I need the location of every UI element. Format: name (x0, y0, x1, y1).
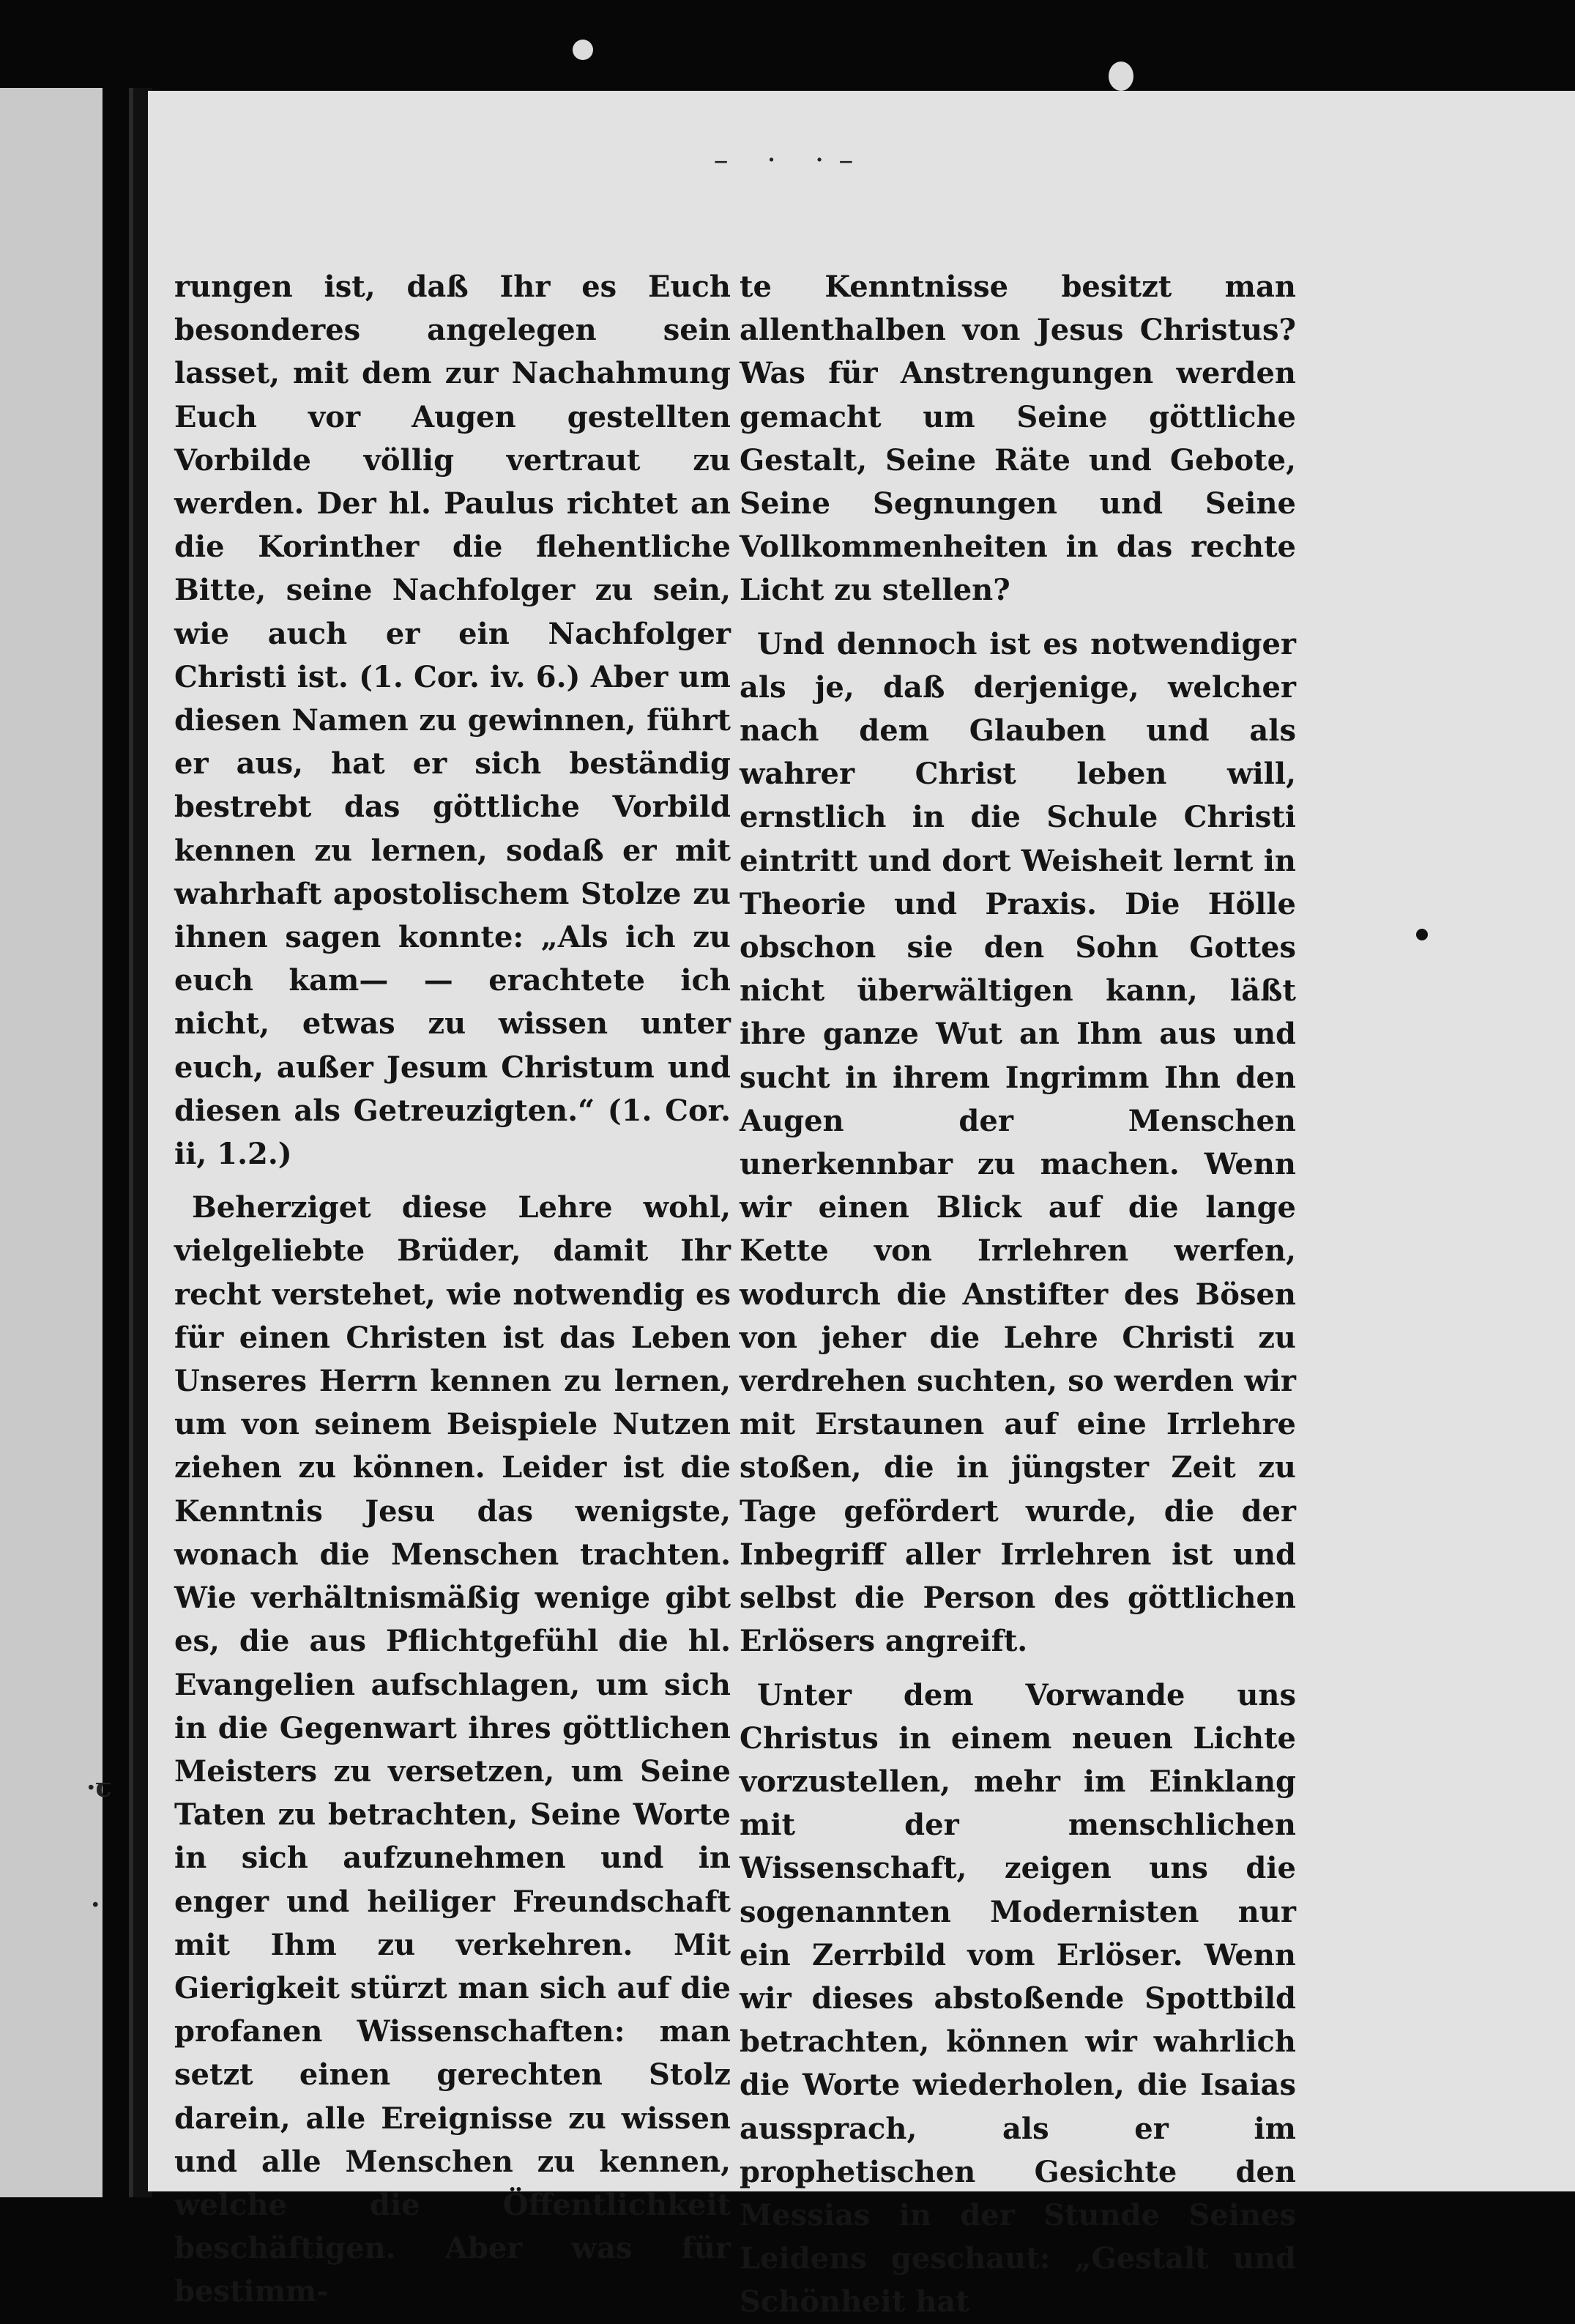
right-text-column (740, 265, 1296, 2324)
left-text-column (174, 265, 731, 2314)
paragraph: Unter dem Vorwande uns Christus in einem neuen Lichte vorzustellen, mehr im Einklang mit der menschlichen Wissenschaft, zeigen uns die sogenannten Modernisten nur ein Zerrbild vom Erlöser. Wenn wir dieses abstoßende Spottbild betrachten, können wir wahrlich die Worte wiederholen, die Isaias aussprach, als er im prophetischen Gesichte den Messias in der Stunde Seines Leidens geschaut: „Gestalt und Schönheit hat (740, 1677, 1296, 2320)
adjacent-page-edge (0, 88, 103, 2197)
margin-mark: · (91, 1890, 100, 1920)
paragraph: Und dennoch ist es notwendiger als je, daß derjenige, welcher nach dem Glauben und als wahrer Christ leben will, ernstlich in die Schule Christi eintritt und dort Weisheit lernt in Theorie und Praxis. Die Hölle obschon sie den Sohn Gottes nicht überwältigen kann, läßt ihre ganze Wut an Ihm aus und sucht in ihrem Ingrimm Ihn den Augen der Menschen unerkennbar zu machen. Wenn wir einen Blick auf die lange Kette von Irrlehren werfen, wodurch die Anstifter des Bösen von jeher die Lehre Christi zu verdrehen suchten, so werden wir mit Erstaunen auf eine Irrlehre stoßen, die in jüngster Zeit zu Tage gefördert wurde, die der Inbegriff aller Irrlehren ist und selbst die Person des göttlichen Erlösers angreift. (740, 626, 1296, 1659)
margin-mark: ·ꞇ (86, 1772, 112, 1803)
paragraph: te Kenntnisse besitzt man allenthalben von Jesus Christus? Was für Anstrengungen werden gemacht um Seine göttliche Gestalt, Seine Räte und Gebote, Seine Segnungen und Seine Vollkommenheiten in das rechte Licht zu stellen? (740, 270, 1296, 608)
paragraph: rungen ist, daß Ihr es Euch besonderes angelegen sein lasset, mit dem zur Nachahmung Euch vor Augen gestellten Vorbilde völlig vertraut zu werden. Der hl. Paulus richtet an die Korinther die flehentliche Bitte, seine Nachfolger zu sein, wie auch er ein Nachfolger Christi ist. (1. Cor. iv. 6.) Aber um diesen Namen zu gewinnen, führt er aus, hat er sich beständig bestrebt das göttliche Vorbild kennen zu lernen, sodaß er mit wahrhaft apostolischem Stolze zu ihnen sagen konnte: „Als ich zu euch kam— — erachtete ich nicht, etwas zu wissen unter euch, außer Jesum Christum und diesen als Getreuzigten.“ (1. Cor. ii, 1.2.) (174, 270, 731, 1172)
margin-dot (1416, 929, 1428, 940)
film-dust-spot (1109, 62, 1133, 91)
paragraph: Beherziget diese Lehre wohl, vielgeliebte Brüder, damit Ihr recht verstehet, wie notwendig es für einen Christen ist das Leben Unseres Herrn kennen zu lernen, um von seinem Beispiele Nutzen ziehen zu können. Leider ist die Kenntnis Jesu das wenigste, wonach die Menschen trachten. Wie verhältnismäßig wenige gibt es, die aus Pflichtgefühl die hl. Evangelien aufschlagen, um sich in die Gegenwart ihres göttlichen Meisters zu versetzen, um Seine Taten zu betrachten, Seine Worte in sich aufzunehmen und in enger und heiliger Freundschaft mit Ihm zu verkehren. Mit Gierigkeit stürzt man sich auf die profanen Wissenschaften: man setzt einen gerechten Stolz darein, alle Ereignisse zu wissen und alle Menschen zu kennen, welche die Öffentlichkeit beschäftigen. Aber was für bestimm- (174, 1190, 731, 2309)
film-dust-spot (573, 40, 593, 60)
page-header-mark: – · ·– (713, 144, 868, 177)
